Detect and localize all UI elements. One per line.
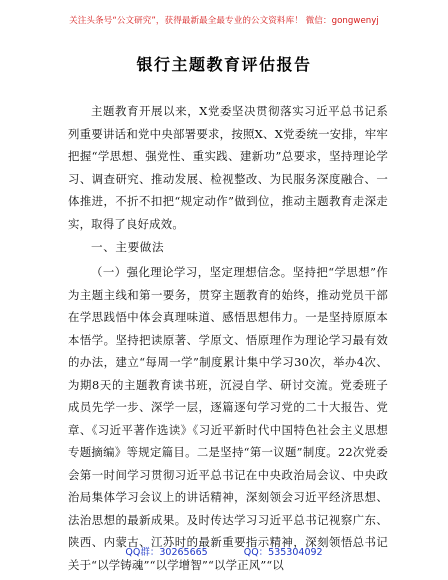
- document-title: 银行主题教育评估报告: [136, 55, 312, 74]
- section-heading: 一、主要做法: [91, 240, 165, 254]
- section-paragraph: [68, 261, 388, 576]
- intro-text: 主题教育开展以来，X党委坚决贯彻落实习近平总书记系列重要讲话和党中央部署要求，按照X、X党委统一安排，牢牢把握“学思想、强党性、重实践、建新功”总要求，坚持理论学习、调查研究、推动发展、检视整改、为民服务深度融合、一体推进，不折不扣把“规定动作”做到位，推动主题教育走深走实，取得了良好成效。: [68, 104, 388, 231]
- contact-footer: [0, 541, 448, 561]
- document-body: [68, 100, 388, 576]
- promo-banner-text: 关注头条号“公文研究”，获得最新最全最专业的公文资料库！ 微信：gongwenyj: [69, 15, 379, 26]
- qq-group-text: QQ群：30265665: [125, 547, 208, 558]
- qq-text: QQ：535304092: [243, 547, 323, 558]
- intro-paragraph: [68, 100, 388, 235]
- promo-banner: [0, 0, 448, 39]
- section-text: （一）强化理论学习，坚定理想信念。坚持把“学思想”作为主题主线和第一要务，贯穿主题教育的始终，推动党员干部在学思践悟中体会真理味道、感悟思想伟力。一是坚持原原本本悟学。坚持把读原著、学原文、悟原理作为理论学习最有效的办法，建立“每周一学”制度累计集中学习30次，举办4次、为期8天的主题教育读书班，沉浸自学、研讨交流。党委班子成员先学一步、深学一层，逐篇逐句学习党的二十大报告、党章、《习近平著作选读》《习近平新时代中国特色社会主义思想专题摘编》等规定篇目。二是坚持“第一议题”制度。22次党委会第一时间学习贯彻习近平总书记在中央政治局会议、中央政治局集体学习会议上的讲话精神，深刻领会习近平经济思想、法治思想的最新成果。及时传达学习习近平总书记视察广东、陕西、内蒙古、江苏时的最新重要指示精神，深刻领悟总书记关于“以学铸魂”“以学增智”“以学正风”“以: [68, 265, 388, 572]
